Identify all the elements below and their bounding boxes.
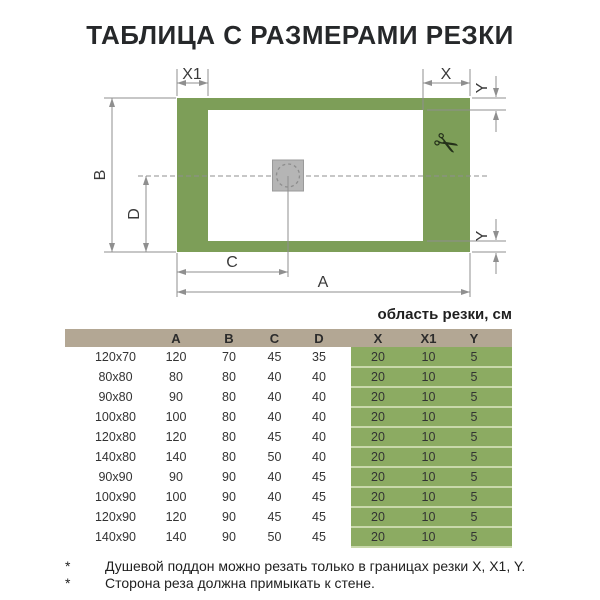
footnote-text: Душевой поддон можно резать только в границах резки X, X1, Y. [105,558,526,574]
cell-x1: 10 [405,467,452,487]
row-size-label: 90x80 [98,390,133,404]
page-title: ТАБЛИЦА С РАЗМЕРАМИ РЕЗКИ [86,20,514,50]
cell-b: 80 [222,370,236,384]
cell-x1: 10 [405,347,452,367]
footnote-1 [65,558,565,575]
cell-a: 90 [169,390,183,404]
cell-c: 50 [267,530,282,544]
cell-c: 40 [267,470,282,484]
cell-b: 90 [222,490,236,504]
footnotes [65,558,565,591]
row-size-label: 140x90 [94,530,136,544]
col-header-c: C [252,329,297,347]
cell-x1: 10 [405,387,452,407]
cell-y: 5 [452,347,512,367]
cell-b: 90 [222,530,236,544]
dimension-c [177,253,288,297]
col-header-b: B [206,329,252,347]
table-row [65,407,512,427]
cell-x: 20 [351,507,405,527]
col-header-y: Y [452,329,512,347]
cell-a: 120 [165,350,187,364]
cell-d: 40 [312,390,326,404]
cell-x1: 10 [405,507,452,527]
cell-y: 5 [452,387,512,407]
cell-x: 20 [351,367,405,387]
cell-x: 20 [351,407,405,427]
cell-c: 50 [267,450,282,464]
cell-a: 90 [169,470,183,484]
col-header-size [65,329,146,347]
cut-area-label: область резки, см [377,306,512,323]
cell-c: 45 [267,350,282,364]
size-table-body [65,347,512,547]
row-size-label: 120x80 [94,430,136,444]
cell-a: 80 [169,370,183,384]
cell-c: 40 [267,410,282,424]
cell-b: 90 [222,510,236,524]
cell-d: 45 [312,510,326,524]
table-row [65,427,512,447]
row-size-label: 80x80 [98,370,133,384]
dim-label-y-bottom: Y [474,230,491,242]
cell-y: 5 [452,527,512,547]
row-size-label: 90x90 [98,470,133,484]
col-header-x: X [351,329,405,347]
cell-d: 45 [312,470,326,484]
dimension-b [92,98,176,252]
cell-b: 80 [222,430,236,444]
scissors-icon: ✂ [426,124,465,166]
dim-label-x1: X1 [182,66,202,83]
cell-a: 100 [165,490,187,504]
cell-x: 20 [351,467,405,487]
cell-x: 20 [351,487,405,507]
cell-x: 20 [351,427,405,447]
table-row [65,387,512,407]
cell-x1: 10 [405,487,452,507]
cell-a: 120 [165,430,187,444]
cell-c: 40 [267,490,282,504]
cell-d: 40 [312,410,326,424]
row-size-label: 120x90 [94,510,136,524]
cell-c: 45 [267,510,282,524]
cell-a: 100 [165,410,187,424]
cell-d: 40 [312,450,326,464]
table-row [65,527,512,547]
footnote-marker: * [65,574,71,591]
row-size-label: 100x80 [94,410,136,424]
col-header-a: A [146,329,206,347]
cell-x1: 10 [405,407,452,427]
cell-y: 5 [452,507,512,527]
cell-c: 45 [267,430,282,444]
cell-c: 40 [267,390,282,404]
dimension-a [177,253,470,297]
dim-label-y-top: Y [474,82,491,94]
cell-y: 5 [452,367,512,387]
col-header-d: D [297,329,351,347]
cell-d: 45 [312,530,326,544]
cell-y: 5 [452,487,512,507]
cell-y: 5 [452,467,512,487]
cell-d: 35 [312,350,326,364]
cell-y: 5 [452,427,512,447]
dimension-x1 [177,66,208,96]
cell-x1: 10 [405,367,452,387]
dim-label-d: D [126,208,143,220]
cell-a: 140 [165,450,187,464]
dim-label-a: A [317,274,329,291]
cell-a: 140 [165,530,187,544]
table-row [65,347,512,367]
dimension-d [126,176,146,252]
dim-label-b: B [92,169,109,181]
cell-d: 40 [312,430,326,444]
table-row [65,367,512,387]
dim-label-x: X [440,66,452,83]
col-header-x1: X1 [405,329,452,347]
table-row [65,507,512,527]
row-size-label: 140x80 [94,450,136,464]
cell-c: 40 [267,370,282,384]
cell-b: 70 [222,350,236,364]
cutting-diagram [0,55,600,305]
cell-x: 20 [351,347,405,367]
cell-x1: 10 [405,427,452,447]
footnote-marker: * [65,558,71,574]
cell-x1: 10 [405,527,452,547]
table-row [65,487,512,507]
cell-y: 5 [452,407,512,427]
dim-label-c: C [226,254,238,271]
row-size-label: 100x90 [94,490,136,504]
cell-x: 20 [351,387,405,407]
cell-d: 45 [312,490,326,504]
table-row [65,467,512,487]
cell-d: 40 [312,370,326,384]
cell-b: 80 [222,390,236,404]
cell-b: 80 [222,410,236,424]
footnote-text: Сторона реза должна примыкать к стене. [105,574,375,591]
table-header-row [65,329,512,347]
cell-y: 5 [452,447,512,467]
cell-a: 120 [165,510,187,524]
row-size-label: 120x70 [94,350,136,364]
cell-x: 20 [351,527,405,547]
size-table [65,329,512,548]
cell-x: 20 [351,447,405,467]
cell-b: 90 [222,470,236,484]
table-row [65,447,512,467]
footnote-2 [65,575,565,592]
cell-x1: 10 [405,447,452,467]
cell-b: 80 [222,450,236,464]
